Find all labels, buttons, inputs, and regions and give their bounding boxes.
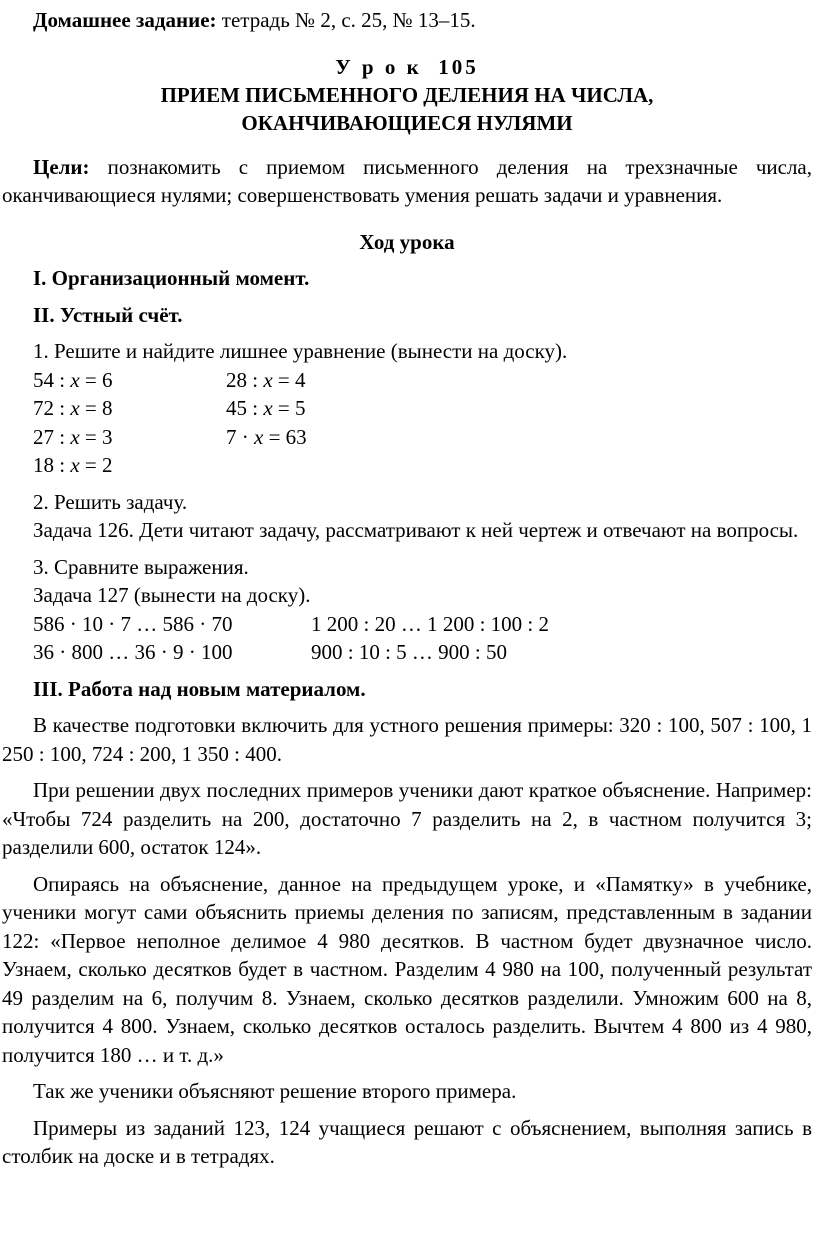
body-paragraph: При решении двух последних примеров ученики дают краткое объяснение. Например: «Чтобы 724 разделить на 200, достаточно 7 разделить на 2, в частном получится 3; разделили 600, остаток 124». — [2, 778, 812, 859]
goals-paragraph — [2, 153, 812, 210]
section-oral-count: II. Устный счёт. — [33, 302, 183, 327]
equation: 72 : x = 8 — [33, 396, 113, 420]
section-organizational: I. Организационный момент. — [33, 266, 310, 290]
comparison: 1 200 : 20 … 1 200 : 100 : 2 — [311, 611, 550, 636]
homework-label: Домашнее задание: — [33, 8, 217, 32]
comparisons-grid — [2, 610, 812, 667]
task2-description: Задача 126. Дети читают задачу, рассматривают к ней чертеж и отвечают на вопросы. — [33, 518, 799, 542]
section-new-material: III. Работа над новым материалом. — [33, 676, 366, 701]
body-paragraph: Так же ученики объясняют решение второго примера. — [33, 1079, 517, 1103]
body-paragraph: Примеры из заданий 123, 124 учащиеся решают с объяснением, выполняя запись в столбик на доске и в тетрадях. — [2, 1115, 812, 1168]
equation: 27 : x = 3 — [33, 424, 113, 449]
equation: 54 : x = 6 — [33, 367, 113, 392]
task3-description: Задача 127 (вынести на доску). — [33, 583, 311, 607]
lesson-title-line2: ОКАНЧИВАЮЩИЕСЯ НУЛЯМИ — [241, 110, 573, 135]
task3-text: 3. Сравните выражения. — [33, 554, 249, 579]
lesson-number: У р о к 105 — [335, 54, 479, 79]
course-heading: Ход урока — [359, 229, 455, 254]
homework-text: тетрадь № 2, с. 25, № 13–15. — [216, 8, 476, 32]
task2-text: 2. Решить задачу. — [33, 489, 188, 514]
comparison: 900 : 10 : 5 … 900 : 50 — [311, 640, 508, 664]
lesson-title-block — [2, 53, 812, 137]
equations-grid — [2, 366, 812, 452]
lesson-title-line1: ПРИЕМ ПИСЬМЕННОГО ДЕЛЕНИЯ НА ЧИСЛА, — [160, 82, 654, 107]
comparison: 36 · 800 … 36 · 9 · 100 — [33, 640, 233, 664]
equation: 45 : x = 5 — [226, 396, 306, 420]
task1-text: 1. Решите и найдите лишнее уравнение (вынести на доску). — [33, 339, 568, 363]
goals-text: познакомить с приемом письменного деления на трехзначные числа, оканчивающиеся нулями; совершенствовать умения решать задачи и уравнения. — [2, 154, 812, 207]
goals-label: Цели: — [33, 154, 90, 179]
body-paragraph: В качестве подготовки включить для устного решения примеры: 320 : 100, 507 : 100, 1 250 : 100, 724 : 200, 1 350 : 400. — [2, 713, 812, 766]
body-paragraph: Опираясь на объяснение, данное на предыдущем уроке, и «Памятку» в учебнике, ученики могут сами объяснить приемы деления по записям, представленным в задании 122: «Первое неполное делимое 4 980 десятков. В частном будет двузначное число. Узнаем, сколько десятков будет в частном. Разделим 4 980 на 100, полученный результат 49 разделим на 6, получим 8. Узнаем, сколько десятков разделили. Умножим 600 на 8, получится 4 800. Узнаем, сколько десятков осталось разделить. Вычтем 4 800 из 4 980, получится 180 … и т. д.» — [2, 871, 812, 1067]
comparison: 586 · 10 · 7 … 586 · 70 — [33, 611, 233, 636]
equation: 18 : x = 2 — [33, 453, 113, 477]
equation: 28 : x = 4 — [226, 367, 306, 392]
homework-line — [2, 6, 812, 35]
equation: 7 · x = 63 — [226, 424, 307, 449]
